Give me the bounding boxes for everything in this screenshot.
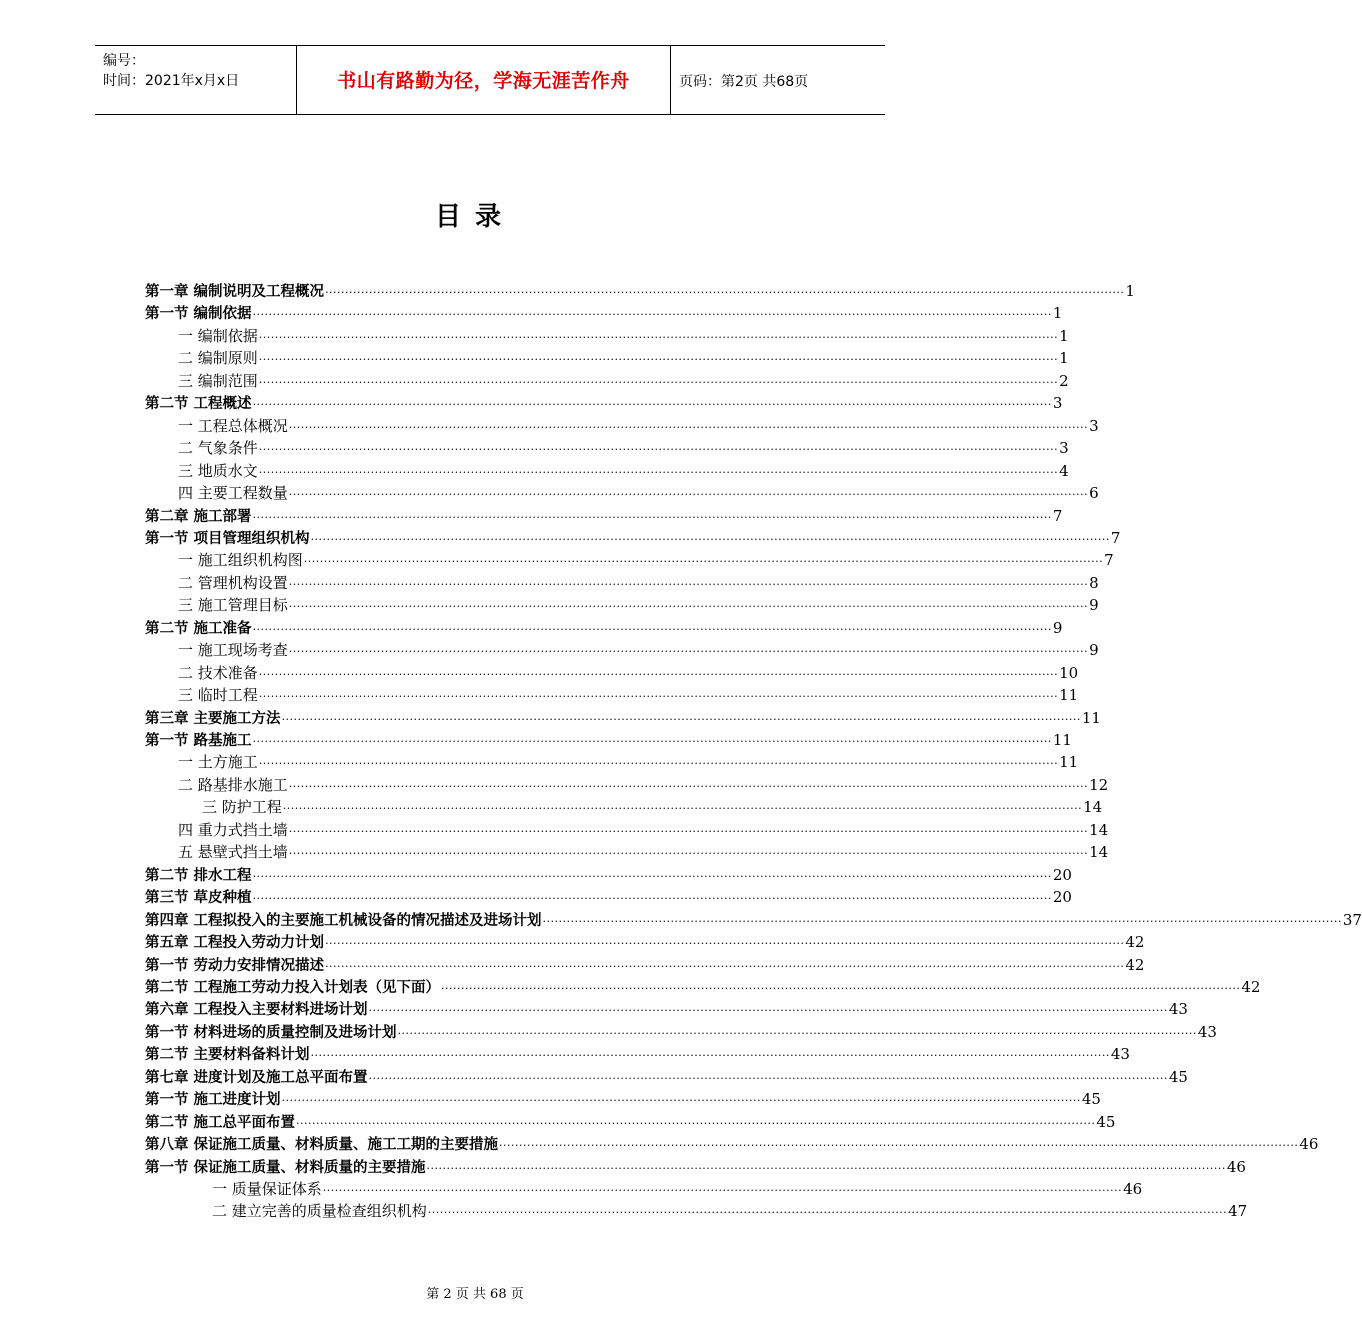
- toc-leader-dots: ········································································································································································································: [281, 1094, 1081, 1108]
- toc-entry-label: 二 路基排水施工: [178, 775, 288, 794]
- toc-entry-page: 10: [1059, 663, 1079, 682]
- toc-entry-label: 第二章 施工部署: [145, 508, 252, 525]
- page-footer: 第 2 页 共 68 页: [426, 1287, 524, 1302]
- toc-entry[interactable]: [145, 1043, 1130, 1065]
- toc-leader-dots: ········································································································································································································: [258, 443, 1059, 457]
- toc-entry-label: 二 建立完善的质量检查组织机构: [212, 1202, 427, 1221]
- toc-leader-dots: ········································································································································································································: [252, 398, 1052, 412]
- toc-entry[interactable]: [145, 864, 1072, 886]
- toc-entry[interactable]: [178, 549, 1114, 571]
- toc-entry[interactable]: [178, 347, 1069, 369]
- toc-entry-label: 第五章 工程投入劳动力计划: [145, 935, 325, 952]
- toc-entry-label: 第一章 编制说明及工程概况: [145, 284, 325, 300]
- header-number: 编号：: [103, 53, 145, 69]
- toc-entry-page: 11: [1081, 708, 1101, 727]
- header-date: 时间：2021年x月x日: [103, 73, 240, 89]
- toc-entry-page: 46: [1123, 1180, 1143, 1198]
- toc-entry-label: 第一节 保证施工质量、材料质量的主要措施: [145, 1159, 426, 1176]
- toc-entry-page: 37: [1342, 910, 1362, 929]
- toc-entry-label: 第三章 主要施工方法: [145, 710, 281, 727]
- toc-entry-page: 1: [1059, 349, 1069, 368]
- toc-leader-dots: ········································································································································································································: [258, 465, 1059, 479]
- toc-entry-page: 8: [1089, 573, 1099, 592]
- toc-entry-label: 第一节 路基施工: [145, 733, 252, 749]
- toc-entry[interactable]: [145, 1066, 1188, 1088]
- toc-entry-label: 一 工程总体概况: [178, 416, 288, 435]
- toc-entry-label: 四 主要工程数量: [178, 484, 288, 503]
- toc-entry[interactable]: [145, 976, 1261, 998]
- toc-leader-dots: ········································································································································································································: [325, 937, 1125, 951]
- toc-entry-label: 第一节 材料进场的质量控制及进场计划: [145, 1024, 397, 1041]
- toc-entry-page: 1: [1052, 304, 1063, 323]
- toc-entry-page: 14: [1089, 843, 1109, 862]
- toc-entry-page: 43: [1168, 1000, 1188, 1019]
- toc-entry-label: 第六章 工程投入主要材料进场计划: [145, 1002, 368, 1019]
- toc-entry-page: 42: [1125, 933, 1145, 952]
- toc-leader-dots: ········································································································································································································: [288, 779, 1089, 793]
- toc-entry[interactable]: [145, 998, 1188, 1020]
- toc-leader-dots: ········································································································································································································: [288, 420, 1089, 434]
- toc-leader-dots: ········································································································································································································: [252, 869, 1052, 883]
- toc-entry[interactable]: [178, 751, 1079, 773]
- toc-entry-page: 46: [1226, 1157, 1246, 1176]
- toc-entry-label: 第二节 施工准备: [145, 620, 252, 637]
- toc-entry-page: 14: [1083, 798, 1103, 817]
- toc-entry-page: 3: [1089, 416, 1099, 435]
- toc-entry-label: 第一节 劳动力安排情况描述: [145, 957, 325, 974]
- toc-entry-page: 20: [1052, 865, 1072, 884]
- toc-entry[interactable]: [145, 280, 1135, 302]
- toc-entry[interactable]: [145, 707, 1101, 729]
- toc-entry-label: 三 临时工程: [178, 686, 258, 705]
- toc-entry-label: 一 施工组织机构图: [178, 551, 303, 570]
- toc-leader-dots: ········································································································································································································: [499, 1139, 1299, 1153]
- toc-entry-label: 第八章 保证施工质量、材料质量、施工工期的主要措施: [145, 1137, 499, 1154]
- toc-leader-dots: ········································································································································································································: [258, 375, 1059, 389]
- toc-leader-dots: ········································································································································································································: [426, 1161, 1226, 1175]
- toc-entry-page: 45: [1096, 1112, 1116, 1131]
- toc-entry-label: 一 质量保证体系: [212, 1180, 322, 1198]
- toc-entry-page: 47: [1228, 1202, 1248, 1221]
- toc-leader-dots: ········································································································································································································: [288, 600, 1089, 614]
- toc-entry-label: 第二节 排水工程: [145, 867, 252, 884]
- toc-leader-dots: ········································································································································································································: [252, 735, 1052, 748]
- toc-entry-page: 45: [1168, 1067, 1188, 1086]
- toc-entry-label: 三 编制范围: [178, 371, 258, 390]
- toc-entry-page: 1: [1059, 326, 1069, 345]
- toc-entry[interactable]: [178, 460, 1069, 482]
- toc-leader-dots: ········································································································································································································: [258, 353, 1059, 367]
- toc-leader-dots: ········································································································································································································: [258, 690, 1059, 704]
- toc-entry-page: 7: [1104, 551, 1114, 570]
- toc-entry[interactable]: [212, 1178, 1143, 1200]
- toc-entry[interactable]: [212, 1200, 1248, 1222]
- toc-entry-page: 11: [1052, 731, 1072, 749]
- toc-entry-page: 9: [1089, 641, 1099, 660]
- toc-entry[interactable]: [145, 1133, 1319, 1155]
- toc-leader-dots: ········································································································································································································: [325, 959, 1125, 973]
- toc-entry-label: 第二节 主要材料备料计划: [145, 1047, 310, 1064]
- toc-leader-dots: ········································································································································································································: [368, 1071, 1168, 1085]
- toc-entry-page: 9: [1089, 596, 1099, 615]
- toc-entry[interactable]: [178, 684, 1079, 706]
- toc-entry[interactable]: [145, 909, 1362, 931]
- toc-entry[interactable]: [145, 1156, 1246, 1178]
- toc-entry[interactable]: [178, 841, 1109, 863]
- toc-leader-dots: ········································································································································································································: [303, 555, 1104, 569]
- header-motto: 书山有路勤为径，学海无涯苦作舟: [337, 70, 630, 92]
- toc-entry[interactable]: [145, 886, 1072, 908]
- toc-entry-label: 第二节 工程概述: [145, 396, 252, 413]
- toc-entry[interactable]: [145, 617, 1063, 639]
- toc-entry-page: 20: [1052, 888, 1072, 907]
- toc-entry-label: 一 编制依据: [178, 326, 258, 345]
- toc-leader-dots: ········································································································································································································: [288, 824, 1089, 838]
- toc-entry[interactable]: [178, 594, 1099, 616]
- toc-entry[interactable]: [145, 1111, 1116, 1133]
- toc-leader-dots: ········································································································································································································: [288, 645, 1089, 659]
- toc-leader-dots: ········································································································································································································: [288, 577, 1089, 591]
- toc-leader-dots: ········································································································································································································: [282, 802, 1083, 816]
- toc-entry-page: 3: [1052, 394, 1063, 413]
- toc-entry-label: 第二节 工程施工劳动力投入计划表（见下面）: [145, 979, 441, 996]
- toc-entry-page: 6: [1089, 484, 1099, 503]
- toc-leader-dots: ········································································································································································································: [296, 1116, 1096, 1130]
- toc-entry-label: 第一节 项目管理组织机构: [145, 530, 310, 547]
- toc-entry-label: 二 编制原则: [178, 349, 258, 368]
- toc-leader-dots: ········································································································································································································: [252, 510, 1052, 524]
- header-page-info: 页码：第2页 共68页: [679, 74, 809, 90]
- toc-leader-dots: ········································································································································································································: [397, 1026, 1197, 1040]
- toc-entry[interactable]: [145, 729, 1072, 751]
- toc-entry[interactable]: [145, 1021, 1217, 1043]
- toc-entry-label: 四 重力式挡土墙: [178, 820, 288, 839]
- toc-entry[interactable]: [178, 437, 1069, 459]
- toc-leader-dots: ········································································································································································································: [427, 1206, 1228, 1220]
- toc-entry-label: 三 地质水文: [178, 461, 258, 480]
- toc-entry[interactable]: [178, 572, 1099, 594]
- toc-entry-page: 43: [1197, 1022, 1217, 1041]
- toc-entry-page: 46: [1299, 1135, 1319, 1154]
- toc-entry[interactable]: [178, 415, 1099, 437]
- header-divider: [670, 46, 671, 114]
- toc-entry[interactable]: [145, 302, 1063, 324]
- toc-entry-page: 7: [1052, 506, 1063, 525]
- toc-entry[interactable]: [145, 931, 1145, 953]
- toc-entry[interactable]: [145, 505, 1063, 527]
- toc-entry-label: 第一节 施工进度计划: [145, 1092, 281, 1109]
- toc-entry-page: 42: [1125, 955, 1145, 974]
- toc-leader-dots: ········································································································································································································: [252, 308, 1052, 322]
- toc-entry-label: 一 土方施工: [178, 753, 258, 772]
- toc-leader-dots: ········································································································································································································: [322, 1184, 1123, 1197]
- toc-entry[interactable]: [178, 482, 1099, 504]
- toc-entry[interactable]: [178, 662, 1079, 684]
- toc-entry-page: 9: [1052, 618, 1063, 637]
- toc-entry[interactable]: [145, 1088, 1101, 1110]
- toc-entry-page: 2: [1059, 371, 1069, 390]
- toc-entry-page: 43: [1110, 1045, 1130, 1064]
- toc-leader-dots: ········································································································································································································: [288, 488, 1089, 502]
- toc-leader-dots: ········································································································································································································: [325, 286, 1125, 299]
- toc-leader-dots: ········································································································································································································: [252, 622, 1052, 636]
- toc-entry[interactable]: [178, 370, 1069, 392]
- toc-entry-label: 二 技术准备: [178, 663, 258, 682]
- toc-entry[interactable]: [145, 954, 1145, 976]
- toc-entry[interactable]: [178, 325, 1069, 347]
- toc-entry[interactable]: [178, 819, 1109, 841]
- toc-entry-label: 第二节 施工总平面布置: [145, 1114, 296, 1131]
- header-meta: [103, 51, 298, 91]
- toc-leader-dots: ········································································································································································································: [258, 667, 1059, 681]
- toc-leader-dots: ········································································································································································································: [441, 981, 1241, 995]
- toc-entry-page: 11: [1059, 753, 1079, 772]
- toc-leader-dots: ········································································································································································································: [252, 892, 1052, 906]
- toc-leader-dots: ········································································································································································································: [310, 1049, 1110, 1063]
- toc-entry-label: 二 气象条件: [178, 439, 258, 458]
- page-title: 目录: [434, 202, 515, 232]
- toc-entry[interactable]: [145, 527, 1121, 549]
- toc-entry-label: 五 悬壁式挡土墙: [178, 843, 288, 862]
- toc-leader-dots: ········································································································································································································: [542, 914, 1342, 928]
- toc-entry-page: 45: [1081, 1090, 1101, 1109]
- toc-entry[interactable]: [178, 639, 1099, 661]
- page-header: [95, 45, 885, 115]
- toc-leader-dots: ········································································································································································································: [368, 1004, 1168, 1018]
- toc-entry[interactable]: [202, 796, 1103, 818]
- toc-entry[interactable]: [145, 392, 1063, 414]
- toc-entry-label: 第三节 草皮种植: [145, 890, 252, 907]
- toc-leader-dots: ········································································································································································································: [288, 847, 1089, 861]
- toc-entry-label: 第四章 工程拟投入的主要施工机械设备的情况描述及进场计划: [145, 912, 542, 929]
- toc-entry-label: 三 施工管理目标: [178, 596, 288, 615]
- toc-entry[interactable]: [178, 774, 1109, 796]
- toc-entry-label: 第一节 编制依据: [145, 306, 252, 323]
- toc-entry-page: 11: [1059, 686, 1079, 705]
- toc-entry-label: 第七章 进度计划及施工总平面布置: [145, 1069, 368, 1086]
- toc-entry-label: 三 防护工程: [202, 798, 282, 817]
- toc-entry-label: 二 管理机构设置: [178, 573, 288, 592]
- toc-entry-page: 7: [1110, 528, 1121, 547]
- toc-leader-dots: ········································································································································································································: [258, 330, 1059, 344]
- toc-entry-page: 3: [1059, 439, 1069, 458]
- toc-entry-page: 42: [1241, 977, 1261, 996]
- toc-entry-label: 一 施工现场考查: [178, 641, 288, 660]
- toc-entry-page: 12: [1089, 775, 1109, 794]
- toc-entry-page: 1: [1125, 282, 1135, 300]
- toc-leader-dots: ········································································································································································································: [310, 532, 1110, 546]
- toc-entry-page: 14: [1089, 820, 1109, 839]
- toc-leader-dots: ········································································································································································································: [281, 712, 1081, 726]
- toc-leader-dots: ········································································································································································································: [258, 757, 1059, 771]
- toc-entry-page: 4: [1059, 461, 1069, 480]
